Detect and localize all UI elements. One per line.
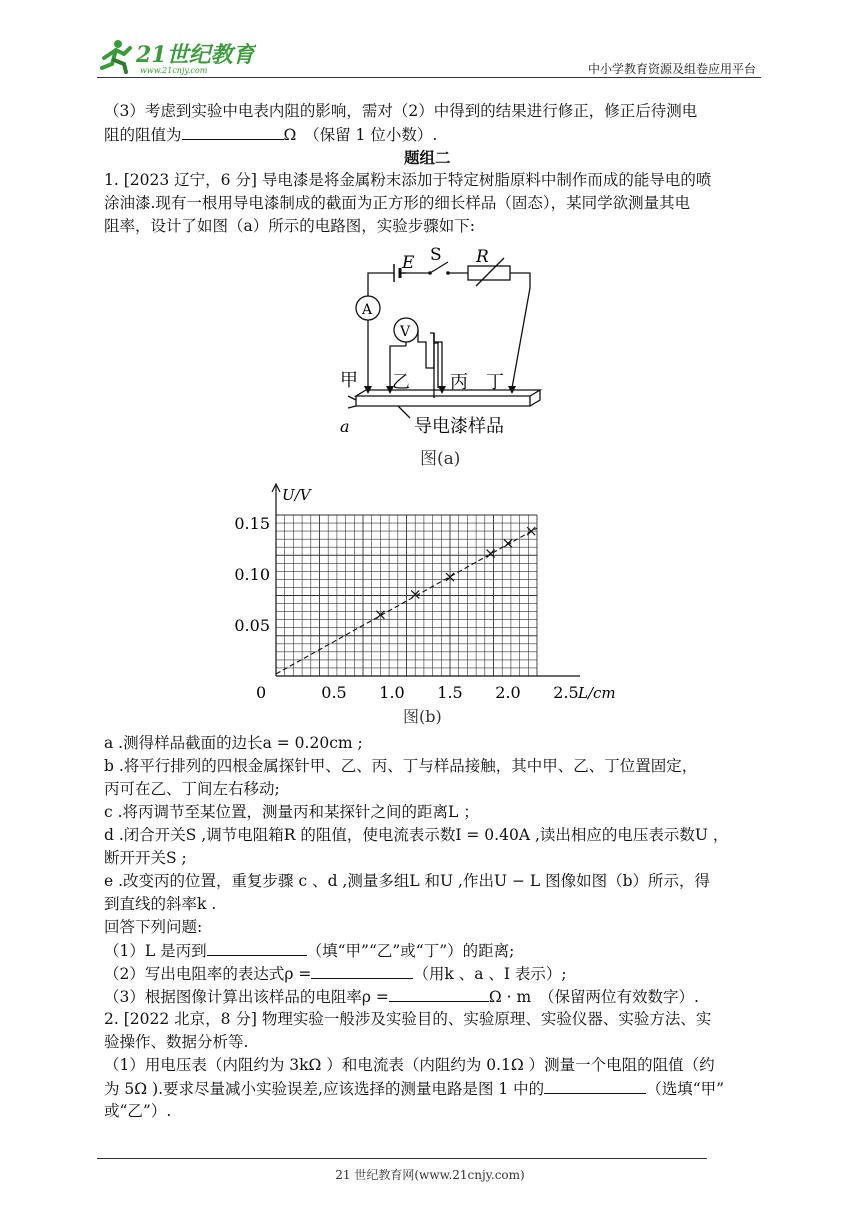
- p1-q3-a: （3）根据图像计算出该样品的电阻率ρ =: [104, 988, 389, 1006]
- probe-jia: 甲: [340, 370, 358, 391]
- step-a: a .测得样品截面的边长a = 0.20cm ;: [104, 734, 363, 752]
- x-tick-label: 2.5: [553, 683, 579, 702]
- q3-line2: [104, 123, 437, 147]
- p1-q1-a: （1）L 是丙到: [104, 942, 207, 960]
- fig-a-caption: 图(a): [420, 449, 461, 469]
- platform-label: 中小学教育资源及组卷应用平台: [587, 62, 756, 76]
- answer-blank[interactable]: [182, 123, 284, 140]
- step-e2: 到直线的斜率k .: [104, 895, 217, 913]
- step-b2: 丙可在乙、丁间左右移动;: [104, 780, 280, 798]
- p1-q2-blank[interactable]: [311, 962, 413, 979]
- fig-b-caption: 图(b): [403, 707, 442, 726]
- p1-line1: 1. [2023 辽宁，6 分] 导电漆是将金属粉末添加于特定树脂原料中制作而成的能导电的喷: [104, 171, 712, 189]
- probe-bing: 丙: [450, 372, 468, 393]
- p2-line2: 验操作、数据分析等.: [104, 1033, 249, 1051]
- label-E: E: [402, 253, 415, 273]
- x-tick-label: 1.0: [379, 683, 405, 702]
- circuit-diagram: [330, 238, 560, 478]
- label-A: A: [362, 302, 373, 318]
- label-R: R: [476, 247, 489, 267]
- p2-blank[interactable]: [544, 1077, 646, 1094]
- label-a: a: [340, 417, 350, 436]
- label-S: S: [430, 245, 442, 265]
- label-V: V: [400, 324, 411, 340]
- step-d1: d .闭合开关S ,调节电阻箱R 的阻值，使电流表示数I = 0.40A ,读出相应的电压表示数U ，: [104, 826, 729, 844]
- p1-q2: [104, 962, 567, 986]
- step-d2: 断开开关S ;: [104, 849, 187, 867]
- p1-q2-b: （用k 、a 、I 表示）;: [413, 965, 567, 983]
- answer-intro: 回答下列问题:: [104, 918, 203, 936]
- q3-line2-a: 阻的阻值为: [104, 126, 182, 144]
- x-tick-label: 0.5: [321, 683, 347, 702]
- chart-axes: [272, 484, 580, 676]
- p1-q2-a: （2）写出电阻率的表达式ρ =: [104, 965, 312, 983]
- y-tick-label: 0.15: [234, 514, 270, 533]
- p1-q1: [104, 939, 514, 963]
- x-tick-label: 2.0: [495, 683, 521, 702]
- u-l-chart: [228, 478, 638, 728]
- p1-q3-b: Ω · m （保留两位有效数字）.: [488, 988, 699, 1006]
- section-title: 题组二: [404, 148, 451, 167]
- step-e1: e .改变丙的位置，重复步骤 c 、d ,测量多组L 和U ,作出U − L 图像如图（b）所示，得: [104, 872, 711, 890]
- y-tick-label: 0.10: [234, 565, 270, 584]
- probe-yi: 乙: [392, 372, 410, 393]
- p2-line4-b: （选填“甲”: [646, 1080, 725, 1098]
- p2-line4: [104, 1077, 724, 1101]
- q3-line2-b: Ω （保留 1 位小数）.: [283, 126, 438, 144]
- step-b1: b .将平行排列的四根金属探针甲、乙、丙、丁与样品接触，其中甲、乙、丁位置固定，: [104, 757, 698, 775]
- footer-divider: [97, 1158, 707, 1159]
- y-axis-label: U/V: [282, 486, 311, 504]
- logo-text: 21世纪教育: [136, 42, 255, 68]
- p2-line5: 或“乙”）.: [104, 1102, 172, 1120]
- step-c: c .将丙调节至某位置，测量丙和某探针之间的距离L ；: [104, 803, 479, 821]
- p1-q1-blank[interactable]: [207, 939, 307, 956]
- probe-ding: 丁: [486, 372, 504, 393]
- p2-line4-a: 为 5Ω ).要求尽量减小实验误差,应该选择的测量电路是图 1 中的: [104, 1080, 545, 1098]
- p1-line2: 涂油漆.现有一根用导电漆制成的截面为正方形的细长样品（固态），某同学欲测量其电: [104, 194, 691, 212]
- runner-logo-icon: [102, 40, 130, 72]
- p2-line1: 2. [2022 北京，8 分] 物理实验一般涉及实验目的、实验原理、实验仪器、实验方法、实: [104, 1010, 712, 1028]
- footer-text: 21 世纪教育网(www.21cnjy.com): [335, 1168, 525, 1182]
- sample-label: 导电漆样品: [414, 416, 504, 437]
- origin-label: 0: [256, 683, 267, 702]
- q3-line1: （3）考虑到实验中电表内阻的影响，需对（2）中得到的结果进行修正，修正后待测电: [104, 102, 698, 120]
- p1-q1-b: （填“甲”“乙”或“丁”）的距离;: [306, 942, 515, 960]
- p1-line3: 阻率，设计了如图（a）所示的电路图，实验步骤如下:: [104, 217, 475, 235]
- p1-q3: [104, 985, 699, 1009]
- x-axis-label: L/cm: [578, 684, 616, 702]
- site-logo: [96, 36, 256, 76]
- x-tick-label: 1.5: [437, 683, 463, 702]
- p2-line3: （1）用电压表（内阻约为 3kΩ ）和电流表（内阻约为 0.1Ω ）测量一个电阻的阻值（约: [104, 1056, 715, 1074]
- y-tick-label: 0.05: [234, 616, 270, 635]
- logo-url: www.21cnjy.com: [140, 66, 208, 75]
- p1-q3-blank[interactable]: [389, 985, 489, 1002]
- header-divider: [97, 77, 761, 78]
- data-points: [376, 527, 535, 619]
